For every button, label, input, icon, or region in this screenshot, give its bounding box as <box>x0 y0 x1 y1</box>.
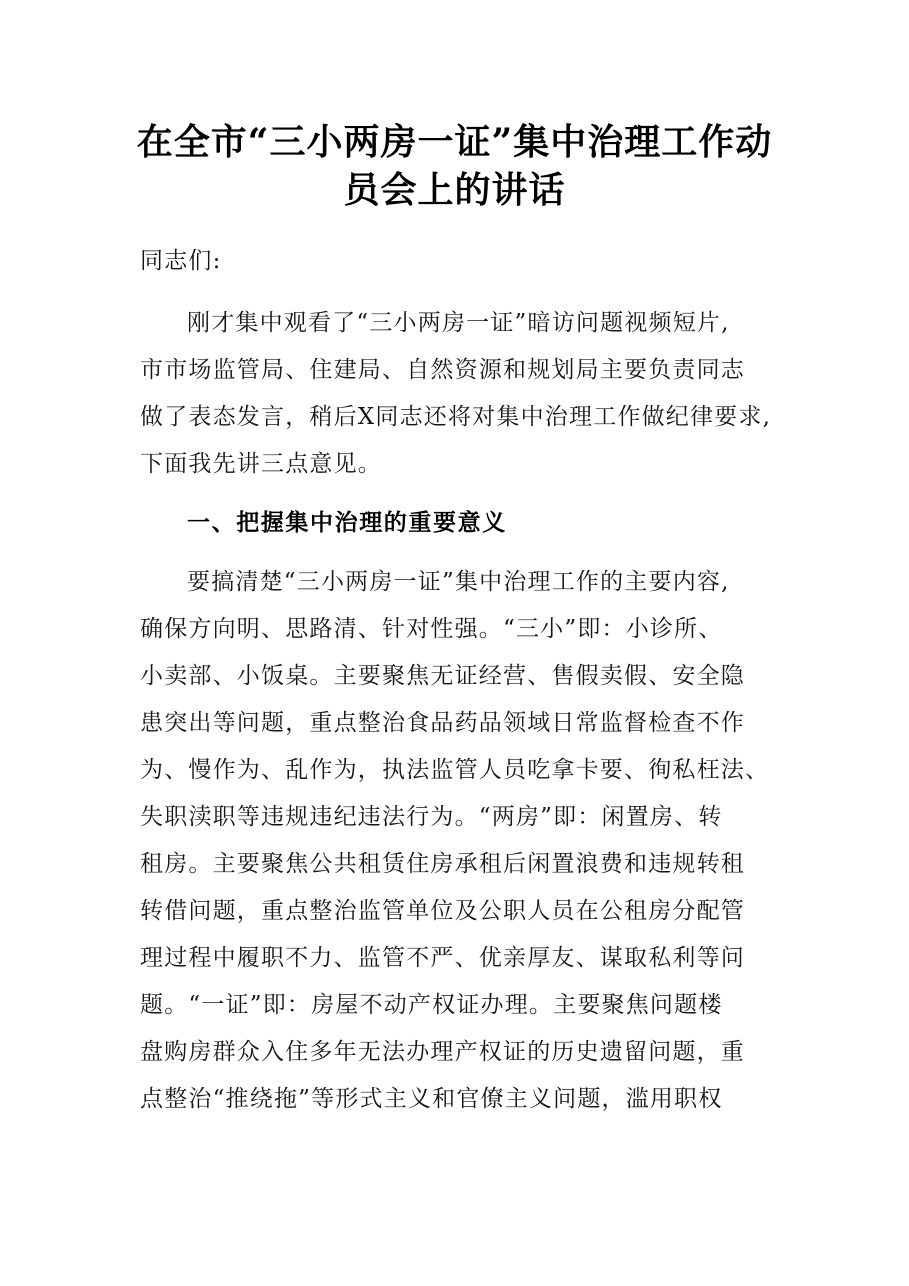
paragraph-2-line: 确保方向明、思路清、针对性强。“三小”即：小诊所、 <box>140 616 723 642</box>
paragraph-2-line: 题。“一证”即：房屋不动产权证办理。主要聚焦问题楼 <box>140 992 723 1018</box>
paragraph-1-line: 市市场监管局、住建局、自然资源和规划局主要负责同志 <box>140 357 745 383</box>
document-title-line-1: 在全市“三小两房一证”集中治理工作动 <box>136 121 773 163</box>
paragraph-2-line: 租房。主要聚焦公共租赁住房承租后闲置浪费和违规转租 <box>140 851 745 877</box>
paragraph-2-line: 转借问题，重点整治监管单位及公职人员在公租房分配管 <box>140 898 745 924</box>
paragraph-2-line: 点整治“推绕拖”等形式主义和官僚主义问题，滥用职权 <box>140 1086 723 1112</box>
paragraph-1-line: 下面我先讲三点意见。 <box>140 451 382 477</box>
document-title-line-2: 员会上的讲话 <box>343 169 566 211</box>
paragraph-2-line: 小卖部、小饭桌。主要聚焦无证经营、售假卖假、安全隐 <box>140 663 745 689</box>
paragraph-2-line: 为、慢作为、乱作为，执法监管人员吃拿卡要、徇私枉法、 <box>140 757 770 783</box>
salutation: 同志们: <box>140 248 222 274</box>
paragraph-2-line: 要搞清楚“三小两房一证”集中治理工作的主要内容, <box>187 569 730 595</box>
paragraph-1-line: 刚才集中观看了“三小两房一证”暗访问题视频短片, <box>187 310 730 336</box>
paragraph-2-line: 盘购房群众入住多年无法办理产权证的历史遗留问题，重 <box>140 1039 745 1065</box>
paragraph-1-line: 做了表态发言，稍后X同志还将对集中治理工作做纪律要求, <box>140 404 772 430</box>
paragraph-2-line: 失职渎职等违规违纪违法行为。“两房”即：闲置房、转 <box>140 804 723 830</box>
paragraph-2-line: 理过程中履职不力、监管不严、优亲厚友、谋取私利等问 <box>140 945 745 971</box>
paragraph-2-line: 患突出等问题，重点整治食品药品领域日常监督检查不作 <box>140 710 745 736</box>
section-heading: 一、把握集中治理的重要意义 <box>187 509 507 536</box>
